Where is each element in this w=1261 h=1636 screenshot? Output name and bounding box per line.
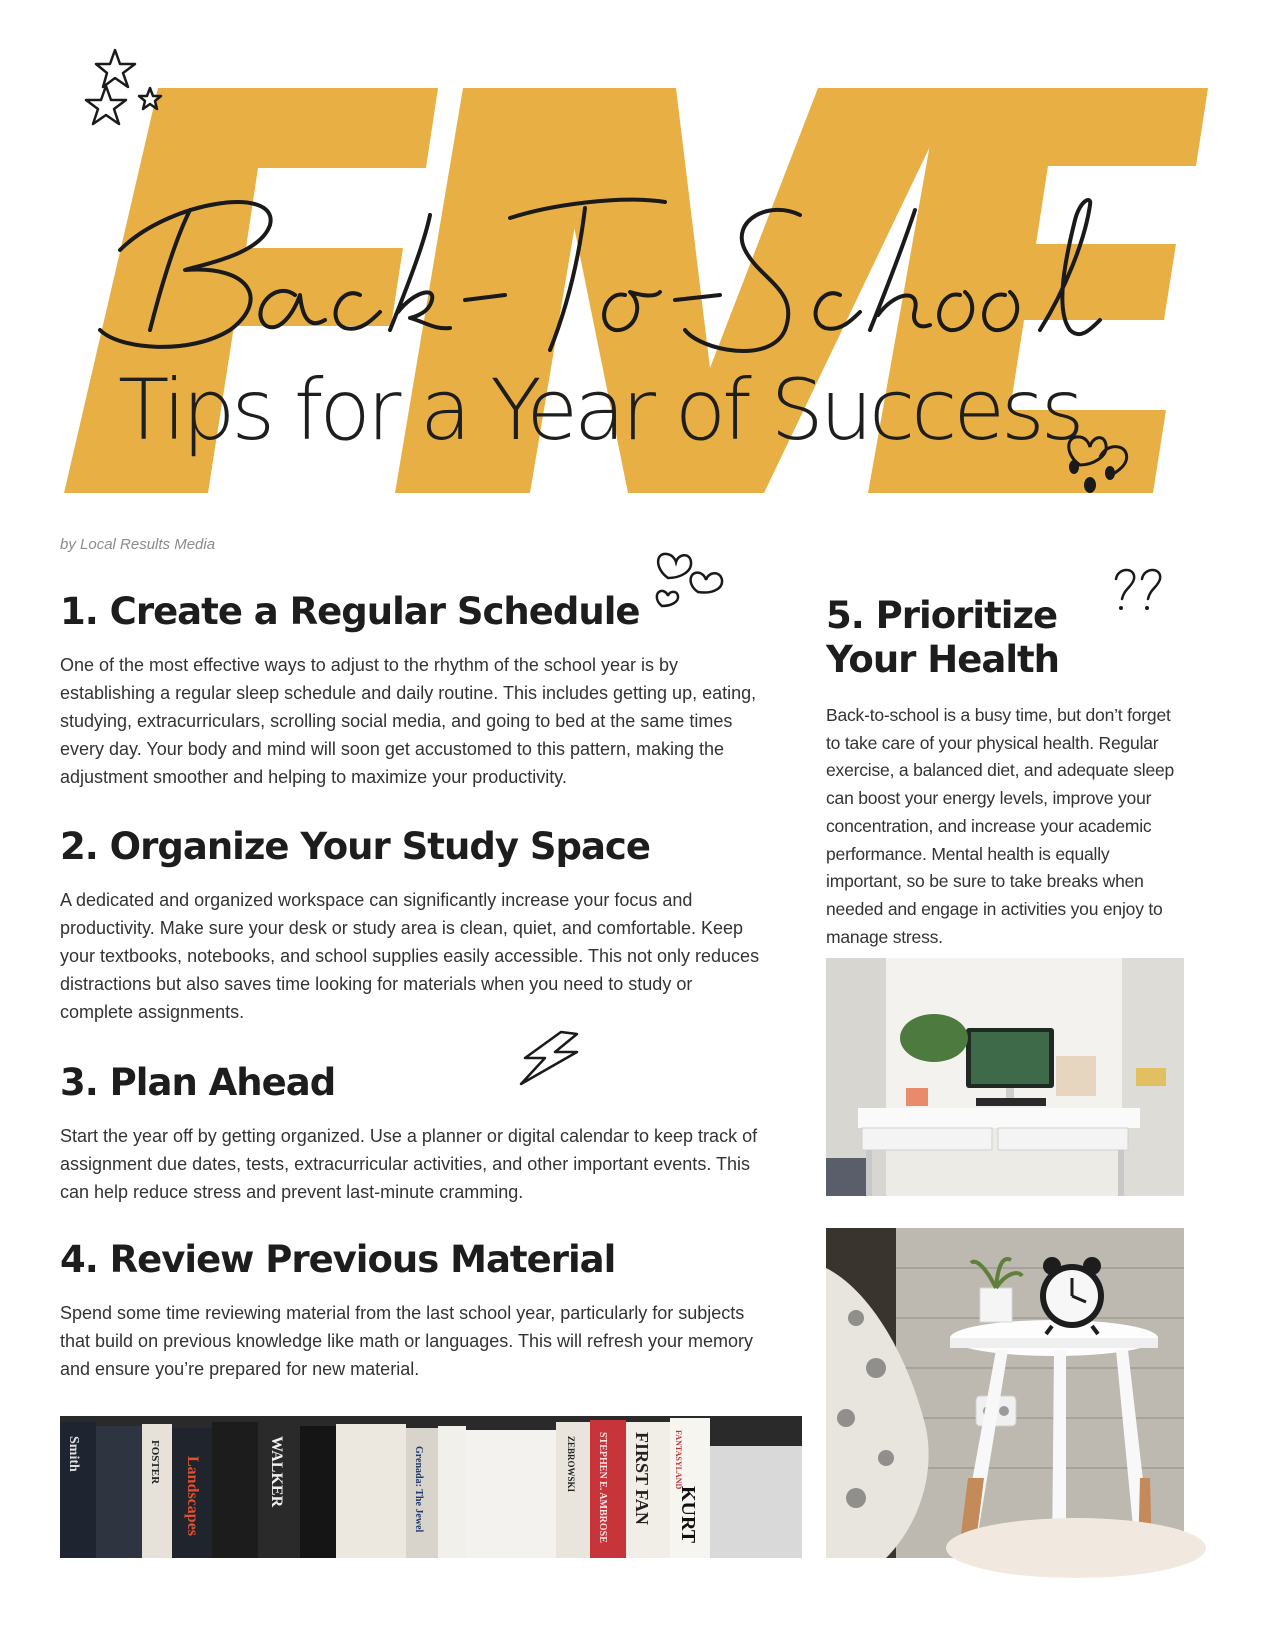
drip-hearts-icon [1060,425,1140,505]
big-word-text: FIVE [58,8,61,9]
subtitle: Tips for a Year of Success [118,361,1081,459]
tip-3-body: Start the year off by getting organized. Use a planner or digital calendar to keep track of assignment due dates, tests, extracurricular activities, and other important events. This can help reduce stress and prevent last-minute cramming. [60,1125,758,1202]
tip-1 [60,592,760,791]
tip-4-title: 4. Review Previous Material [60,1238,616,1281]
book-spine-15: STEPHEN E. AMBROSE [597,1432,608,1543]
stars-icon [70,44,170,144]
tip-5 [826,594,1186,951]
tip-2 [60,827,760,1026]
tip-4 [60,1240,760,1383]
book-spine-16: FIRST FAN [632,1432,652,1525]
tip-5-title [826,594,1186,682]
tip-4-body: Spend some time reviewing material from the last school year, particularly for subjects that build on previous knowledge like math or languages. This will refresh your memory and ensure you’re prepared for new material. [60,1302,754,1379]
book-spine-17: FANTASYLAND [674,1430,683,1490]
book-spine-18: KURT [677,1486,699,1544]
tip-5-title-line2: Your Health [826,638,1060,681]
tip-5-title-line1: 5. Prioritize [826,594,1058,637]
book-spine-13: ZEBROWSKI [566,1436,576,1493]
tip-1-body: One of the most effective ways to adjust to the rhythm of the school year is by establishing a regular sleep schedule and daily routine. This includes getting up, eating, studying, extracurriculars, scrolling social media, and going to bed at the same times every day. Your body and mind will soon get accustomed to this pattern, making the adjustment smoother and helping to maximize your productivity. [60,654,757,787]
book-spine-4: Landscapes [184,1456,201,1537]
tip-5-body: Back-to-school is a busy time, but don’t forget to take care of your physical health. Regular exercise, a balanced diet, and adequate sleep can boost your energy levels, improve your concentration, and increase your academic performance. Mental health is equally important, so be sure to take breaks when needed and engage in activities you enjoy to manage stress. [826,705,1175,947]
book-spine-9: Grenada: The Jewel [413,1446,424,1533]
tip-3-title: 3. Plan Ahead [60,1061,336,1104]
book-spine-1: Smith [66,1436,81,1472]
tip-2-body: A dedicated and organized workspace can significantly increase your focus and productivity. Make sure your desk or study area is clean, quiet, and comfortable. Keep your textbooks, notebooks, and school supplies easily accessible. This not only reduces distractions but also saves time looking for materials when you need to study or complete assignments. [60,889,760,1022]
tip-1-title: 1. Create a Regular Schedule [60,590,640,633]
desk-photo [826,958,1184,1196]
book-spine-3: FOSTER [149,1440,161,1485]
script-title [80,180,1160,380]
tip-2-title: 2. Organize Your Study Space [60,825,650,868]
tip-3 [60,1063,760,1206]
clock-table-photo [826,1228,1184,1558]
book-spine-6: WALKER [268,1436,285,1508]
header [0,0,1261,553]
byline: by Local Results Media [60,536,216,553]
bookshelf-photo [60,1416,802,1558]
